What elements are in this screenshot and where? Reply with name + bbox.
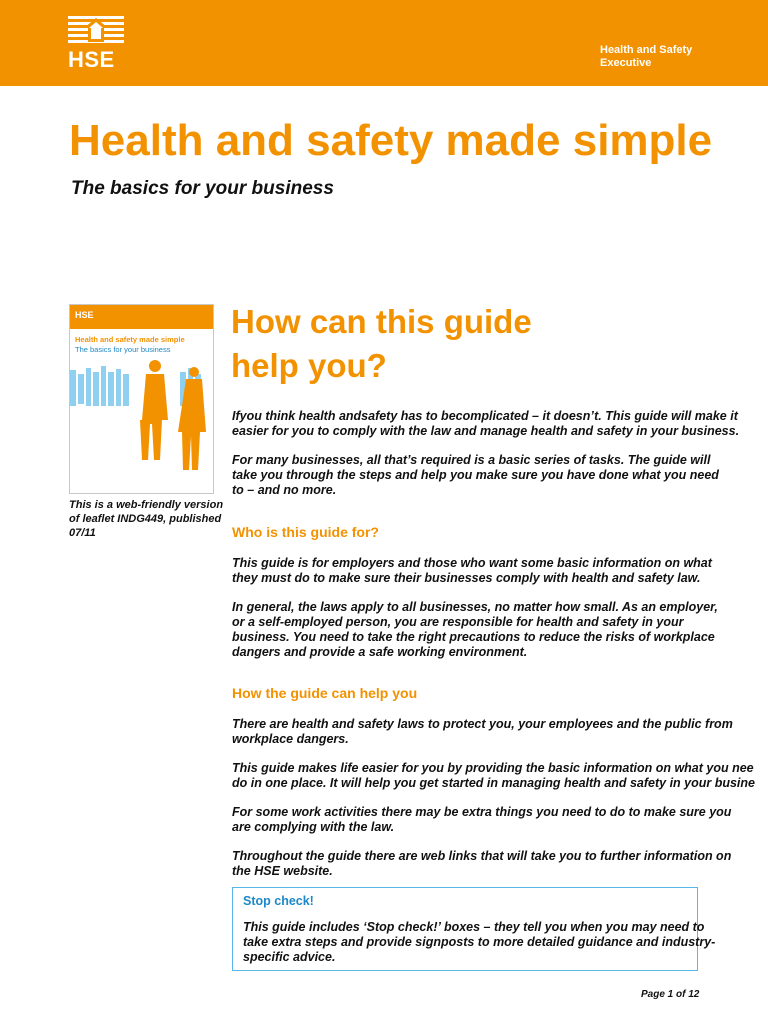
how-paragraph-4: Throughout the guide there are web links that will take you to further information on the HSE website. [232, 849, 732, 878]
intro-paragraph-2: For many businesses, all that’s required is a basic series of tasks. The guide will take you through the steps and help you make sure you have done what you need to – and no more. [232, 453, 719, 497]
who-heading: Who is this guide for? [232, 524, 379, 540]
how-paragraph-2: This guide makes life easier for you by providing the basic information on what you nee do in one place. It will help you get started in managing health and safety in your busine [232, 761, 755, 790]
document-subtitle: The basics for your business [71, 178, 334, 199]
header-band [0, 0, 768, 86]
document-title: Health and safety made simple [69, 116, 713, 165]
how-paragraph-1: There are health and safety laws to protect you, your employees and the public from workplace dangers. [232, 717, 733, 746]
leaflet-cover-thumbnail [69, 304, 214, 494]
stop-check-title: Stop check! [243, 894, 314, 908]
who-paragraph-2: In general, the laws apply to all businesses, no matter how small. As an employer, or a self-employed person, you are responsible for health and safety in your business. You need to take the right precautions to reduce the risks of workplace dangers and provide a safe working environment. [232, 600, 718, 659]
how-heading: How the guide can help you [232, 685, 418, 701]
agency-name: Health and Safety Executive [600, 44, 693, 69]
how-paragraph-3: For some work activities there may be extra things you need to do to make sure you are complying with the law. [232, 805, 732, 834]
thumb-title: Health and safety made simple [75, 335, 185, 344]
thumb-logo-text: HSE [75, 310, 94, 320]
stop-check-body: This guide includes ‘Stop check!’ boxes – they tell you when you may need to take extra steps and provide signposts to more detailed guidance and industry- specific advice. [243, 920, 716, 964]
who-paragraph-1: This guide is for employers and those who want some basic information on what they must do to make sure their businesses comply with health and safety law. [232, 556, 712, 585]
hse-logo-text: HSE [68, 47, 115, 72]
people-illustration-icon [70, 360, 213, 493]
page-number: Page 1 of 12 [641, 989, 700, 1000]
thumb-subtitle: The basics for your business [75, 345, 171, 354]
cover-caption: This is a web-friendly version of leaflet INDG449, published 07/11 [69, 499, 224, 539]
section-heading: How can this guide help you? [231, 303, 532, 384]
intro-paragraph-1: Ifyou think health andsafety has to becomplicated – it doesn’t. This guide will make it easier for you to comply with the law and manage health and safety in your business. [232, 409, 740, 438]
stop-check-box [232, 887, 716, 971]
